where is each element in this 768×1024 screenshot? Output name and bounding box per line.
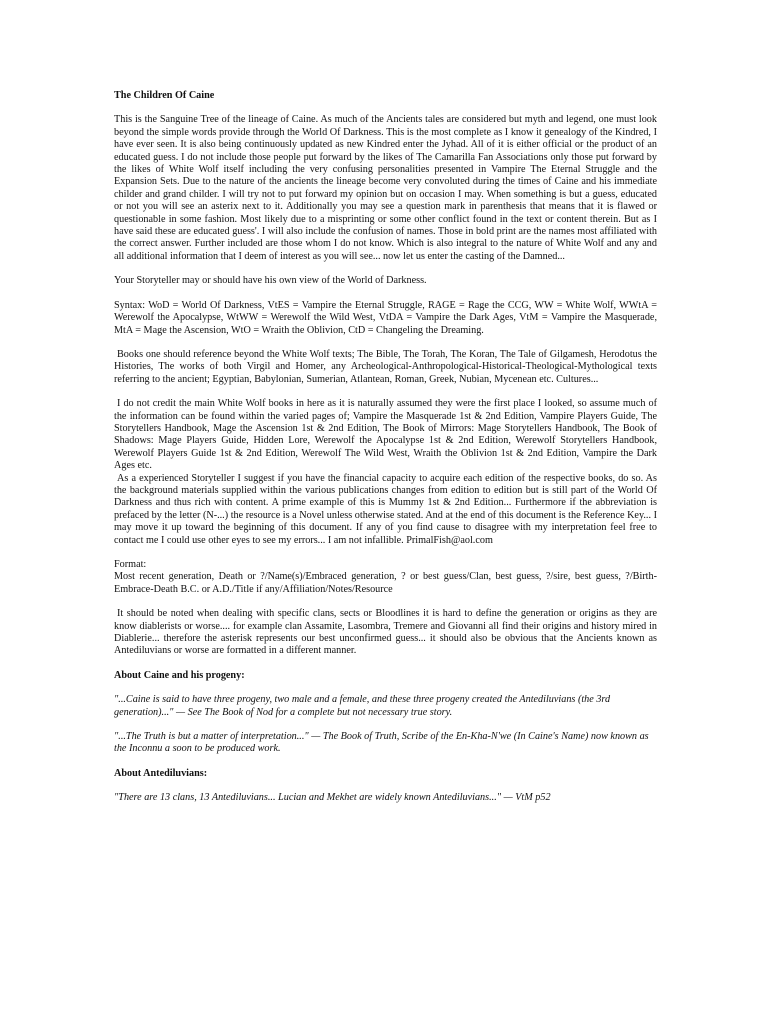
document-title: The Children Of Caine: [114, 90, 215, 101]
document-body: [114, 90, 657, 817]
storyteller-paragraph: Your Storyteller may or should have his own view of the World of Darkness.: [114, 275, 427, 287]
caine-quote-2: "...The Truth is but a matter of interpretation..." — The Book of Truth, Scribe of the En-Kha-N'we (In Caine's Name) now known as the Inconnu a soon to be produced work.: [114, 731, 649, 755]
books-paragraph: Books one should reference beyond the White Wolf texts; The Bible, The Torah, The Koran, The Tale of Gilgamesh, Herodotus the Histories, The works of both Virgil and Homer, any Archeological-Anthropological-Historical-Theological-Mythological texts referring to the ancient; Egyptian, Babylonian, Sumerian, Atlantean, Roman, Greek, Nubian, Mycenean etc. Cultures...: [114, 348, 657, 385]
credit-paragraph-2: As a experienced Storyteller I suggest if you have the financial capacity to acquire each edition of the respective books, do so. As the background materials supplied within the various publications changes from edition to edition but is still part of the World Of Darkness and thus rich with content. A prime example of this is Mummy 1st & 2nd Edition... Furthermore if the abbreviation is prefaced by the letter (N-...) the resource is a Novel unless otherwise stated. And at the end of this document is the Reference Key... I may move it up toward the beginning of this document. If any of you find cause to disagree with my interpretation feel free to contact me I could use other eyes to see my errors... I am not infallible. PrimalFish@aol.com: [114, 472, 657, 546]
format-paragraph: [114, 559, 657, 596]
clans-paragraph: It should be noted when dealing with specific clans, sects or Bloodlines it is hard to define the generation or origins as they are know diablerists or worse.... for example clan Assamite, Lasombra, Tremere and Giovanni all find their origins and history mired in Diablerie... therefore the asterisk represents our best unconfirmed guess... it should also be obvious that the Ancients known as Antediluvians or worse are formatted in a different manner.: [114, 608, 657, 657]
caine-heading: About Caine and his progeny:: [114, 669, 245, 681]
antediluvians-heading: About Antediluvians:: [114, 767, 208, 779]
intro-paragraph: This is the Sanguine Tree of the lineage of Caine. As much of the Ancients tales are considered but myth and legend, one must look beyond the simple words provide through the World Of Darkness. This is the most complete as I know it genealogy of the Kindred, I have ever seen. It is also being continuously updated as new Kindred enter the Jyhad. All of it is either official or the product of an educated guess. I do not include those people put forward by the likes of The Camarilla Fan Associations only those put forward by the likes of White Wolf itself including the very confusing personalities presented in Vampire The Eternal Struggle and the Expansion Sets. Due to the nature of the ancients the lineage become very convoluted during the times of Caine and his immediate childer and grand childer. I will try not to put forward my opinion but on occasion I may. When something is but a guess, educated or not you will see an asterix next to it. Additionally you may see a question mark in parenthesis that means that it is flawed or questionable in some fashion. Most likely due to a misprinting or some other conflict found in the text or content therein. But as I have said these are educated guess'. I will also include the confusion of names. Those in bold print are the names most affiliated with the correct answer. Further included are those whom I do not know. Which is also integral to the nature of White Wolf and any and all additional information that I deem of interest as you will see... now let us enter the casting of the Damned...: [114, 114, 657, 262]
credit-paragraph-1: I do not credit the main White Wolf books in here as it is naturally assumed they were the first place I looked, so assume much of the information can be found within the varied pages of; Vampire the Masquerade 1st & 2nd Edition, Vampire Players Guide, The Storytellers Handbook, Mage the Ascension 1st & 2nd Edition, The Book of Mirrors: Mage Storytellers Handbook, The Book of Shadows: Mage Players Guide, Hidden Lore, Werewolf the Apocalypse 1st & 2nd Edition, Werewolf Storytellers Handbook, Werewolf Players Guide 1st & 2nd Edition, Werewolf The Wild West, Wraith the Oblivion 1st & 2nd Edition, Vampire the Dark Ages etc.: [114, 398, 657, 472]
antediluvians-quote: "There are 13 clans, 13 Antediluvians... Lucian and Mekhet are widely known Antediluvians..." — VtM p52: [114, 792, 551, 804]
caine-quote-1: "...Caine is said to have three progeny, two male and a female, and these three progeny created the Antediluvians (the 3rd generation)..." — See The Book of Nod for a complete but not necessary true story.: [114, 694, 611, 718]
format-text: Most recent generation, Death or ?/Name(s)/Embraced generation, ? or best guess/Clan, best guess, ?/sire, best guess, ?/Birth-Embrace-Death B.C. or A.D./Title if any/Affiliation/Notes/Resource: [114, 571, 657, 595]
syntax-paragraph: Syntax: WoD = World Of Darkness, VtES = Vampire the Eternal Struggle, RAGE = Rage the CCG, WW = White Wolf, WWtA = Werewolf the Apocalypse, WtWW = Werewolf the Wild West, VtDA = Vampire the Dark Ages, VtM = Vampire the Masquerade, MtA = Mage the Ascension, WtO = Wraith the Oblivion, CtD = Changeling the Dreaming.: [114, 299, 657, 336]
format-label: Format:: [114, 559, 147, 570]
